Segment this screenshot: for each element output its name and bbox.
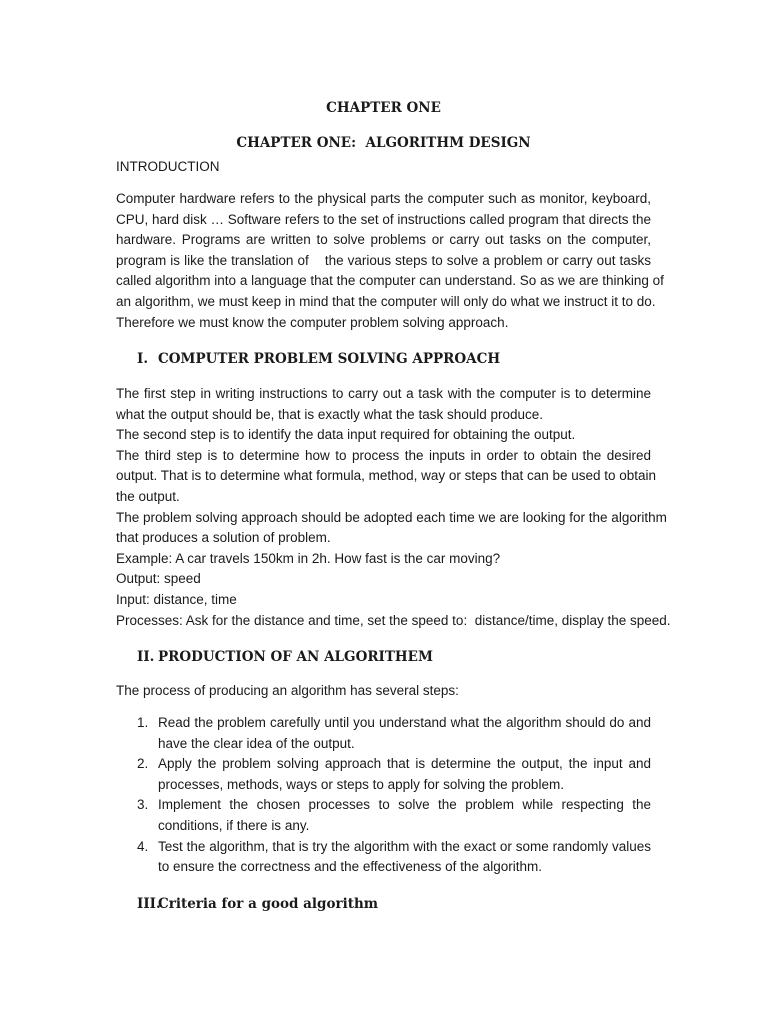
intro-line: CPU, hard disk … Software refers to the set of instructions called program that directs the xyxy=(116,211,651,227)
intro-line: program is like the translation of the various steps to solve a problem or carry out tasks xyxy=(116,252,651,268)
section1-line: The problem solving approach should be adopted each time we are looking for the algorithm xyxy=(116,509,667,525)
intro-line: an algorithm, we must keep in mind that the computer will only do what we instruct it to do. xyxy=(116,293,656,309)
section1-line: that produces a solution of problem. xyxy=(116,530,331,546)
intro-line: hardware. Programs are written to solve problems or carry out tasks on the computer, xyxy=(116,232,651,248)
step-line: to ensure the correctness and the effectiveness of the algorithm. xyxy=(158,859,542,875)
section-number: III. xyxy=(137,896,161,912)
section1-line: the output. xyxy=(116,488,180,504)
step-line: processes, methods, ways or steps to apply for solving the problem. xyxy=(158,776,564,792)
production-intro xyxy=(116,681,651,702)
section1-line: Example: A car travels 150km in 2h. How fast is the car moving? xyxy=(116,550,501,566)
section1-line: what the output should be, that is exactly what the task should produce. xyxy=(116,406,544,422)
step-line: conditions, if there is any. xyxy=(158,817,310,833)
chapter-heading: CHAPTER ONE xyxy=(326,100,441,116)
intro-line: Computer hardware refers to the physical parts the computer such as monitor, keyboard, xyxy=(116,191,651,206)
section1-line: Output: speed xyxy=(116,571,201,587)
step-number: 1. xyxy=(137,715,149,730)
section-title: COMPUTER PROBLEM SOLVING APPROACH xyxy=(158,351,501,367)
list-item xyxy=(116,795,651,836)
section1-line: The second step is to identify the data input required for obtaining the output. xyxy=(116,427,576,443)
section-title: PRODUCTION OF AN ALGORITHEM xyxy=(158,649,433,665)
introduction-paragraph xyxy=(116,189,664,333)
section1-line: output. That is to determine what formula, method, way or steps that can be used to obtain xyxy=(116,468,657,484)
introduction-label: INTRODUCTION xyxy=(116,159,220,174)
section1-line: Processes: Ask for the distance and time, set the speed to: distance/time, display the speed. xyxy=(116,612,671,628)
section1-line: The first step in writing instructions to carry out a task with the computer is to determine xyxy=(116,386,651,401)
list-item xyxy=(116,713,651,754)
section1-line: The third step is to determine how to process the inputs in order to obtain the desired xyxy=(116,447,651,463)
step-line: Read the problem carefully until you understand what the algorithm should do and xyxy=(158,715,651,730)
list-item xyxy=(116,837,651,878)
chapter-title: CHAPTER ONE: ALGORITHM DESIGN xyxy=(236,135,531,151)
step-line: Implement the chosen processes to solve the problem while respecting the xyxy=(158,797,651,813)
section1-line: Input: distance, time xyxy=(116,591,237,607)
step-number: 3. xyxy=(137,797,149,813)
step-line: Test the algorithm, that is try the algorithm with the exact or some randomly values xyxy=(158,838,651,854)
list-item xyxy=(116,754,651,795)
step-number: 2. xyxy=(137,756,149,772)
intro-line: called algorithm into a language that the computer can understand. So as we are thinking of xyxy=(116,273,664,289)
step-number: 4. xyxy=(137,838,149,854)
section-number: I. xyxy=(137,351,149,367)
section-heading-criteria xyxy=(137,895,378,913)
intro-line: Therefore we must know the computer problem solving approach. xyxy=(116,314,509,330)
section-heading-production xyxy=(137,648,433,666)
step-line: have the clear idea of the output. xyxy=(158,735,355,751)
production-intro-line: The process of producing an algorithm has several steps: xyxy=(116,683,459,698)
section-number: II. xyxy=(137,649,155,665)
production-steps-list xyxy=(116,713,651,878)
section-heading-problem-solving xyxy=(137,350,500,368)
section-title: Criteria for a good algorithm xyxy=(158,896,379,912)
step-line: Apply the problem solving approach that is determine the output, the input and xyxy=(158,756,651,772)
problem-solving-paragraph xyxy=(116,384,671,631)
